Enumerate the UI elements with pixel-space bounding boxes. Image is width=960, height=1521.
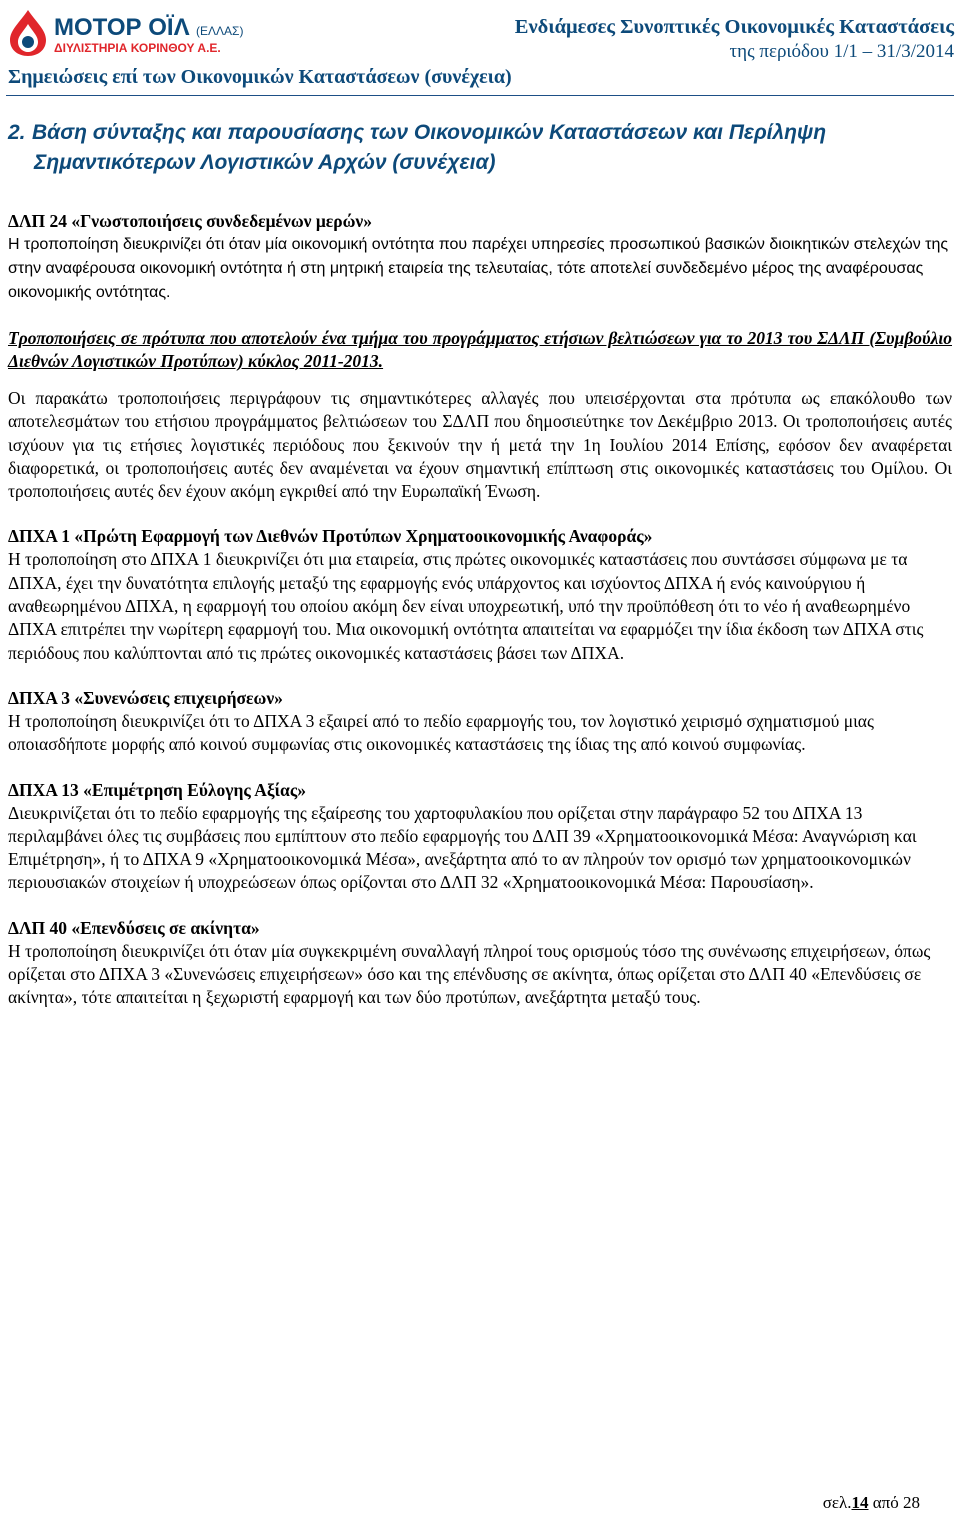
section-heading: [8, 118, 952, 178]
logo-graphic: [6, 6, 336, 58]
ifrs3-body: Η τροποποίηση διευκρινίζει ότι το ΔΠΧΑ 3 εξαιρεί από το πεδίο εφαρμογής του, τον λογιστικό χειρισμό σχηματισμού μιας οποιασδήποτε μορφής από κοινού συμφωνίας στις οικονομικές καταστάσεις της ίδιας της από κοινού συμφωνίας.: [8, 710, 874, 755]
las24-block: [8, 210, 952, 305]
logo-sub: ΔΙΥΛΙΣΤΗΡΙΑ ΚΟΡΙΝΘΟΥ Α.Ε.: [54, 41, 221, 55]
ifrs13-block: [8, 779, 952, 895]
document-title: Ενδιάμεσες Συνοπτικές Οικονομικές Καταστάσεις: [514, 16, 954, 38]
ifrs1-title: ΔΠΧΑ 1 «Πρώτη Εφαρμογή των Διεθνών Προτύπων Χρηματοοικονομικής Αναφοράς»: [8, 526, 653, 547]
logo-name: ΜΟΤΟΡ ΟΪΛ: [54, 14, 190, 41]
section-number: 2.: [8, 121, 26, 144]
ifrs1-body: Η τροποποίηση στο ΔΠΧΑ 1 διευκρινίζει ότι μια εταιρεία, στις πρώτες οικονομικές καταστάσεις που συντάσσει σύμφωνα με τα ΔΠΧΑ, έχει την δυνατότητα επιλογής μεταξύ της εφαρμογής ενός υπάρχοντος και ισχύοντος ΔΠΧΑ ή ενός καινούργιου ή αναθεωρημένου ΔΠΧΑ, η εφαρμογή του οποίου ακόμη δεν είναι υποχρεωτική, υπό την προϋπόθεση ότι το νέο ή αναθεωρημένο ΔΠΧΑ επιτρέπει την νωρίτερη εφαρμογή του. Μια οικονομική οντότητα απαιτείται να εφαρμόζει την ίδια έκδοση των ΔΠΧΑ στις περιόδους που καλύπτονται από τις πρώτες οικονομικές καταστάσεις βάσει των ΔΠΧΑ.: [8, 549, 924, 663]
las24-title: ΔΛΠ 24 «Γνωστοποιήσεις συνδεδεμένων μερών»: [8, 211, 372, 231]
page-footer: [823, 1493, 920, 1513]
page-total: 28: [903, 1493, 920, 1512]
company-logo: [6, 6, 336, 58]
las24-body: Η τροποποίηση διευκρινίζει ότι όταν μία οικονομική οντότητα που παρέχει υπηρεσίες προσωπικού βασικών διοικητικών στελεχών της στην αναφέρουσα οικονομική οντότητα ή στη μητρική εταιρεία της τελευταίας, τότε αποτελεί συνδεδεμένο μέρος της αναφέρουσας οικονομικής οντότητας.: [8, 236, 949, 301]
las40-block: [8, 917, 952, 1010]
notes-title: Σημειώσεις επί των Οικονομικών Καταστάσεων (συνέχεια): [8, 66, 512, 88]
las40-body: Η τροποποίηση διευκρινίζει ότι όταν μία συγκεκριμένη συναλλαγή πληροί τους ορισμούς τόσο της συνένωσης επιχειρήσεων, όπως ορίζεται στο ΔΠΧΑ 3 «Συνενώσεις επιχειρήσεων» όσο και της επένδυσης σε ακίνητα, όπως ορίζεται στο ΔΛΠ 40 «Επενδύσεις σε ακίνητα», τότε απαιτείται η ξεχωριστή εφαρμογή και των δύο προτύπων, ανεξάρτητα μεταξύ τους.: [8, 940, 931, 1008]
improvements-heading: Τροποποιήσεις σε πρότυπα που αποτελούν ένα τμήμα του προγράμματος ετήσιων βελτιώσεων για το 2013 του ΣΔΛΠ (Συμβούλιο Διεθνών Λογιστικών Προτύπων) κύκλος 2011-2013.: [8, 328, 952, 371]
ifrs1-block: [8, 525, 952, 664]
page-prefix: σελ.: [822, 1493, 852, 1512]
header-divider: [6, 95, 954, 96]
document-period: της περιόδου 1/1 – 31/3/2014: [729, 41, 954, 62]
ifrs3-title: ΔΠΧΑ 3 «Συνενώσεις επιχειρήσεων»: [8, 687, 283, 708]
las40-title: ΔΛΠ 40 «Επενδύσεις σε ακίνητα»: [8, 917, 260, 938]
page-number: 14: [851, 1493, 869, 1512]
improvements-body: Οι παρακάτω τροποποιήσεις περιγράφουν τις σημαντικότερες αλλαγές που υπεισέρχονται στα πρότυπα ως επακόλουθο των αποτελεσμάτων του ετήσιου προγράμματος βελτιώσεων του ΣΔΛΠ που δημοσιεύτηκε τον Δεκέμβριο 2013. Οι τροποποιήσεις αυτές ισχύουν για τις ετήσιες λογιστικές περιόδους που ξεκινούν την ή μετά την 1η Ιουλίου 2014 Επίσης, εφόσον δεν αναφέρεται διαφορετικά, οι τροποποιήσεις αυτές δεν αναμένεται να έχουν σημαντική επίπτωση στις οικονομικές καταστάσεις του Ομίλου. Οι τροποποιήσεις αυτές δεν έχουν ακόμη εγκριθεί από την Ευρωπαϊκή Ένωση.: [8, 388, 952, 502]
ifrs3-block: [8, 687, 952, 757]
ifrs13-body: Διευκρινίζεται ότι το πεδίο εφαρμογής της εξαίρεσης του χαρτοφυλακίου που ορίζεται στην παράγραφο 52 του ΔΠΧΑ 13 περιλαμβάνει όλες τις συμβάσεις που εμπίπτουν στο πεδίο εφαρμογής του ΔΛΠ 39 «Χρηματοοικονομικά Μέσα: Αναγνώριση και Επιμέτρηση», ή το ΔΠΧΑ 9 «Χρηματοοικονομικά Μέσα», ανεξάρτητα από το αν πληρούν τον ορισμό των χρηματοοικονομικών περιουσιακών στοιχείων ή υποχρεώσεων όπως ορίζονται στο ΔΛΠ 32 «Χρηματοοικονομικά Μέσα: Παρουσίαση».: [8, 802, 917, 893]
page-content: [8, 118, 952, 1010]
section-title: Βάση σύνταξης και παρουσίασης των Οικονομικών Καταστάσεων και Περίληψη Σημαντικότερων Λογιστικών Αρχών (συνέχεια): [32, 121, 827, 174]
document-header: [515, 14, 954, 64]
ifrs13-title: ΔΠΧΑ 13 «Επιμέτρηση Εύλογης Αξίας»: [8, 779, 306, 800]
logo-suffix: (ΕΛΛΑΣ): [196, 24, 244, 38]
page-separator: από: [868, 1493, 903, 1512]
